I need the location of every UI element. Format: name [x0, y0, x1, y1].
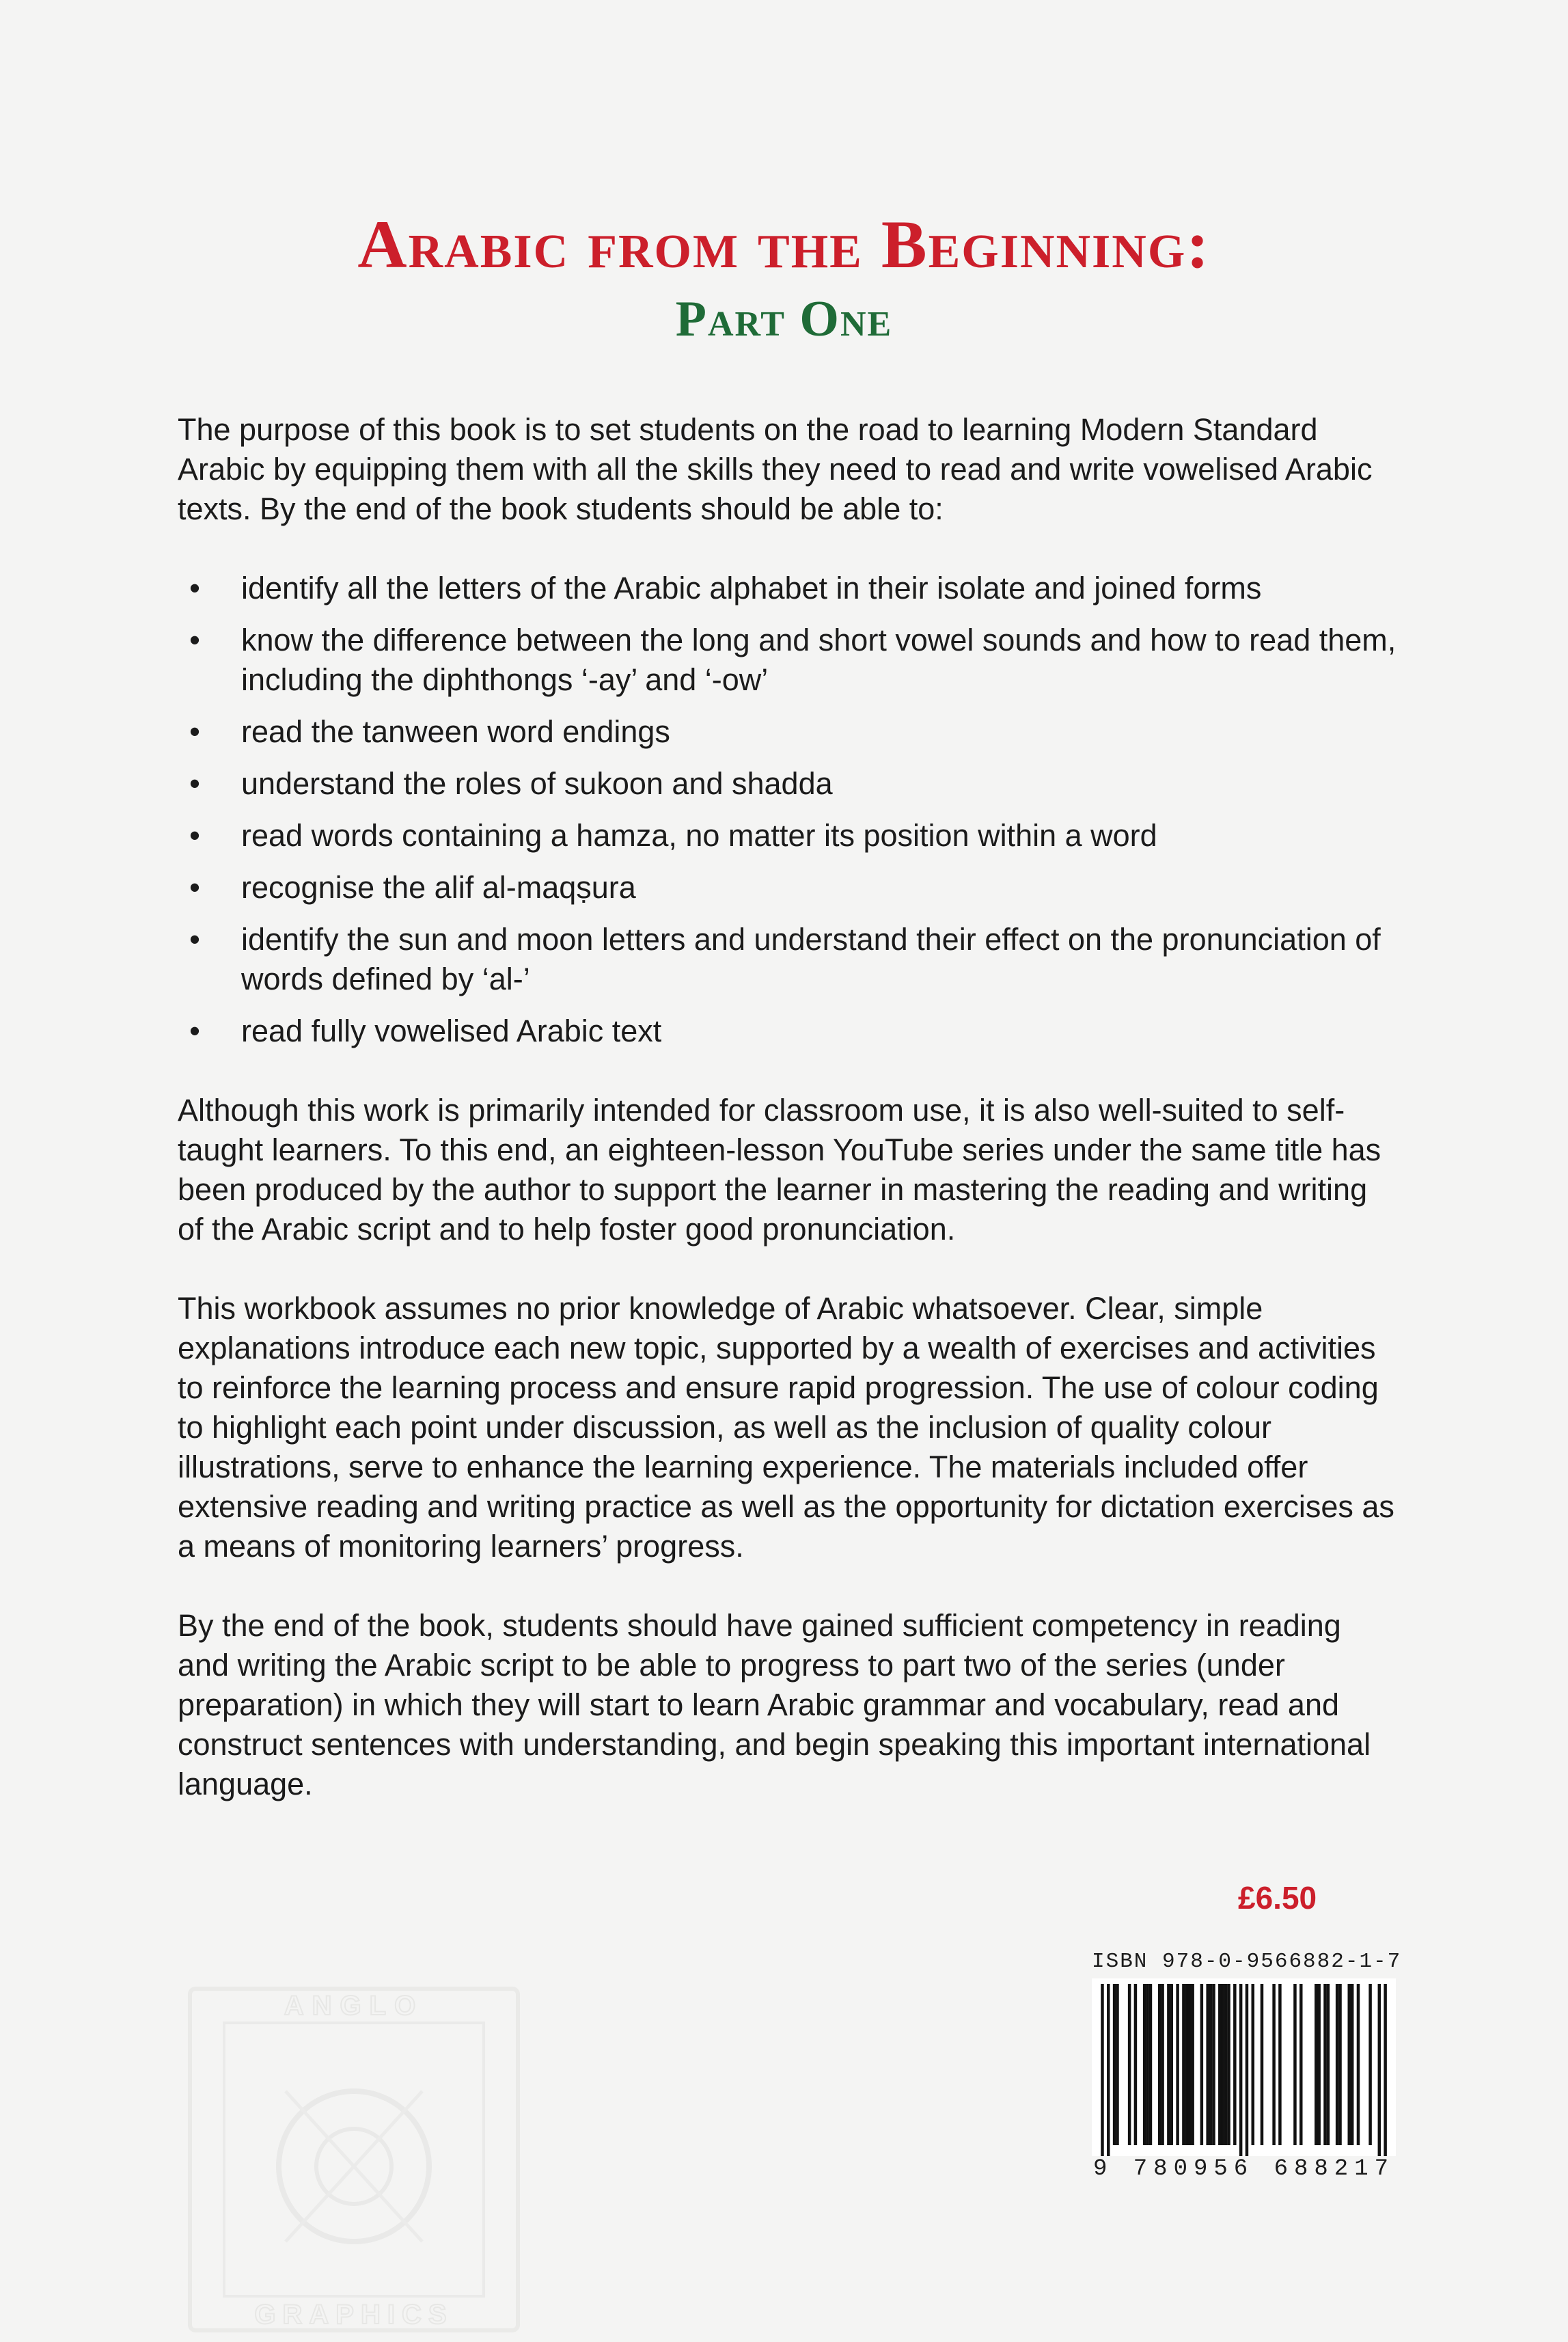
list-item [178, 569, 1401, 608]
bullet-icon: • [189, 623, 200, 657]
bullet-icon: • [189, 1013, 200, 1048]
barcode [1092, 1978, 1396, 2156]
barcode-bar [1206, 1984, 1209, 2145]
barcode-bar [1338, 1984, 1341, 2145]
list-item-text: read the tanween word endings [241, 714, 670, 749]
barcode-bar [1128, 1984, 1131, 2145]
list-item [178, 868, 1401, 908]
bullet-icon: • [189, 766, 200, 801]
barcode-bar [1209, 1984, 1212, 2145]
book-title: Arabic from the Beginning: [357, 206, 1211, 282]
barcode-bar [1113, 1984, 1116, 2145]
barcode-bar [1176, 1984, 1179, 2145]
barcode-bar [1212, 1984, 1215, 2145]
barcode-bar [1252, 1984, 1254, 2145]
barcode-bar [1167, 1984, 1170, 2145]
publisher-logo-emboss [183, 1982, 525, 2337]
barcode-bar [1299, 1984, 1302, 2145]
barcode-bar [1149, 1984, 1152, 2145]
bullet-icon: • [189, 714, 200, 749]
barcode-bar [1143, 1984, 1146, 2145]
book-subtitle: Part One [675, 291, 893, 347]
barcode-bar [1107, 1984, 1110, 2156]
barcode-bar [1146, 1984, 1149, 2145]
list-item [178, 816, 1401, 856]
barcode-bar [1317, 1984, 1320, 2145]
barcode-bar [1185, 1984, 1188, 2145]
barcode-bar [1170, 1984, 1173, 2145]
list-item [178, 621, 1401, 700]
list-item-text: read words containing a hamza, no matter its position within a word [241, 818, 1157, 853]
barcode-bar [1233, 1984, 1236, 2145]
bullet-icon: • [189, 922, 200, 957]
list-item-text: understand the roles of sukoon and shadda [241, 766, 833, 801]
skills-list [178, 569, 1401, 1051]
list-item-text: read fully vowelised Arabic text [241, 1013, 662, 1048]
barcode-bar [1221, 1984, 1224, 2145]
barcode-bar [1227, 1984, 1230, 2145]
barcode-bar [1161, 1984, 1164, 2145]
barcode-digits: 9 780956 688217 [1092, 2156, 1395, 2182]
outcome-paragraph: By the end of the book, students should have gained sufficient competency in reading and writing the Arabic script to be able to progress to part two of the series (under preparation) in which they will start to learn Arabic grammar and vocabulary, read and construct sentences with understanding, and begin speaking this important international language. [178, 1608, 1371, 1801]
barcode-bar [1327, 1984, 1330, 2145]
list-item-text: identify the sun and moon letters and understand their effect on the pronunciation of words defined by ‘al-’ [241, 922, 1381, 996]
list-item [178, 712, 1401, 752]
barcode-bar [1261, 1984, 1263, 2145]
barcode-bar [1182, 1984, 1185, 2145]
list-item [178, 1011, 1401, 1051]
list-item-text: know the difference between the long and short vowel sounds and how to read them, including the diphthongs ‘-ay’ and ‘-ow’ [241, 623, 1397, 697]
isbn-label: ISBN 978-0-9566882-1-7 [1092, 1950, 1402, 1974]
bullet-icon: • [189, 818, 200, 853]
barcode-bar [1101, 1984, 1103, 2156]
barcode-bar [1368, 1984, 1371, 2145]
barcode-bar [1200, 1984, 1203, 2145]
emboss-top-text: ANGLO [284, 1991, 424, 2021]
barcode-bar [1116, 1984, 1118, 2145]
barcode-bar [1336, 1984, 1338, 2145]
barcode-bar [1293, 1984, 1296, 2145]
list-item-text: recognise the alif al-maqṣura [241, 870, 636, 905]
barcode-bar [1378, 1984, 1381, 2156]
barcode-bar [1348, 1984, 1351, 2145]
bullet-icon: • [189, 571, 200, 605]
list-item [178, 764, 1401, 804]
barcode-bar [1384, 1984, 1386, 2156]
barcode-bar [1278, 1984, 1281, 2145]
barcode-bar [1351, 1984, 1353, 2145]
blurb [178, 410, 1401, 1844]
barcode-bar [1239, 1984, 1242, 2156]
barcode-bar [1158, 1984, 1161, 2145]
list-item-text: identify all the letters of the Arabic alphabet in their isolate and joined forms [241, 571, 1262, 605]
intro-paragraph: The purpose of this book is to set students on the road to learning Modern Standard Arabic by equipping them with all the skills they need to read and write vowelised Arabic texts. By the end of the book students should be able to: [178, 412, 1373, 526]
bullet-icon: • [189, 870, 200, 905]
barcode-bar [1134, 1984, 1137, 2145]
usage-paragraph: Although this work is primarily intended for classroom use, it is also well-suited to self-taught learners. To this end, an eighteen-lesson YouTube series under the same title has been produced by the author to support the learner in mastering the reading and writing of the Arabic script and to help foster good pronunciation. [178, 1093, 1381, 1247]
barcode-bar [1218, 1984, 1221, 2145]
barcode-bar [1315, 1984, 1317, 2145]
barcode-bar [1357, 1984, 1360, 2145]
emboss-bottom-text: GRAPHICS [254, 2300, 454, 2330]
list-item [178, 920, 1401, 999]
price-label: £6.50 [1238, 1880, 1317, 1916]
barcode-bar [1191, 1984, 1194, 2145]
barcode-bar [1224, 1984, 1227, 2145]
barcode-bar [1188, 1984, 1191, 2145]
barcode-bar [1246, 1984, 1248, 2156]
workbook-paragraph: This workbook assumes no prior knowledge of Arabic whatsoever. Clear, simple explanations introduce each new topic, supported by a wealth of exercises and activities to reinforce the learning process and ensure rapid progression. The use of colour coding to highlight each point under discussion, as well as the inclusion of quality colour illustrations, serve to enhance the learning experience. The materials included offer extensive reading and writing practice as well as the opportunity for dictation exercises as a means of monitoring learners’ progress. [178, 1291, 1394, 1564]
barcode-icon [1092, 1978, 1396, 2156]
barcode-bar [1323, 1984, 1326, 2145]
barcode-bar [1272, 1984, 1275, 2145]
